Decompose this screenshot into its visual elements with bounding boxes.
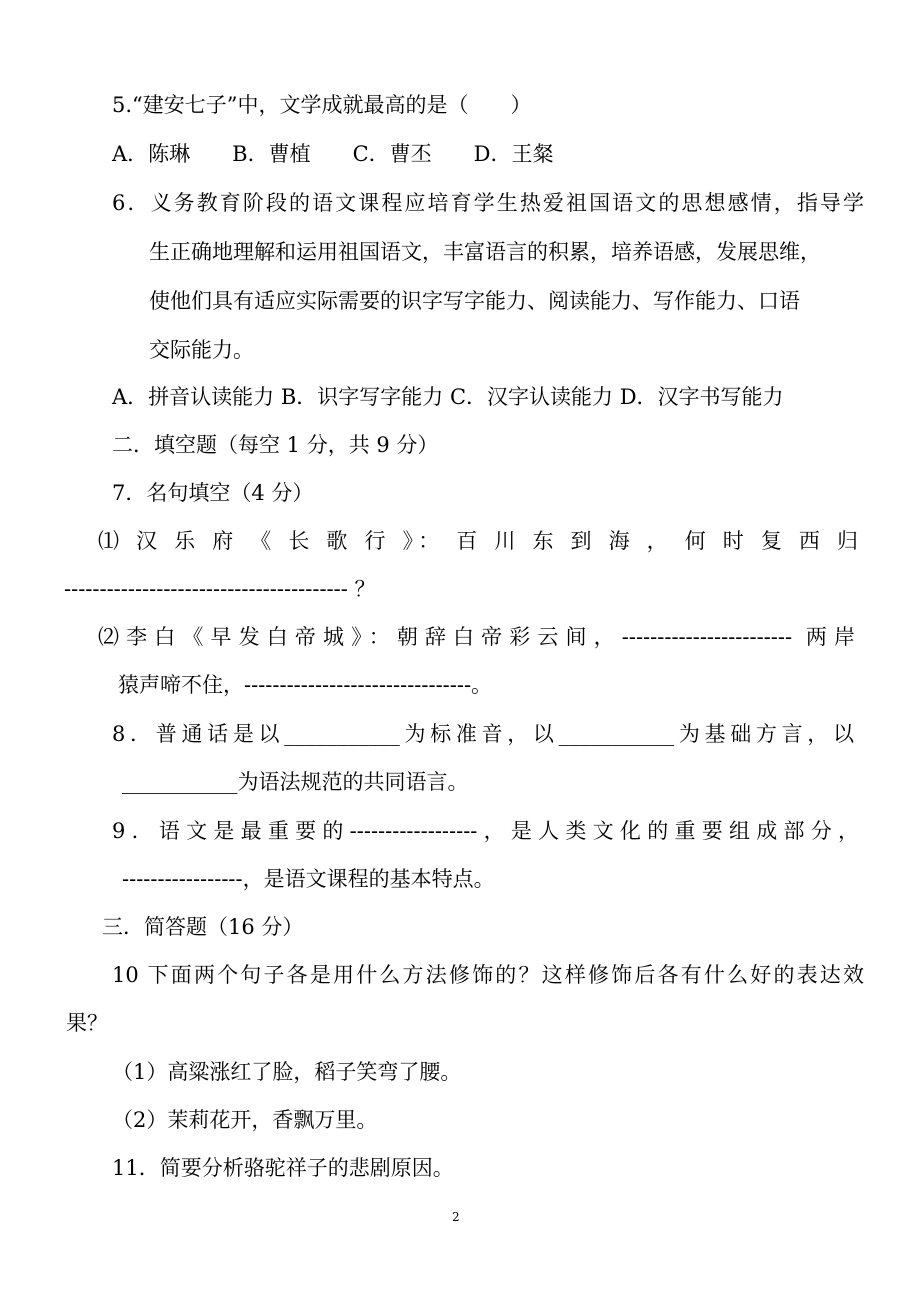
question-9-line-2: -----------------，是语文课程的基本特点。 bbox=[122, 867, 495, 891]
question-6-options: A．拼音认读能力 B．识字写字能力 C．汉字认读能力 D．汉字书写能力 bbox=[112, 385, 784, 409]
section-3-heading: 三．简答题（16 分） bbox=[102, 915, 304, 939]
question-7-item-2-line-2: 猿声啼不住，--------------------------------。 bbox=[118, 673, 493, 697]
question-8-line-2: ___________为语法规范的共同语言。 bbox=[122, 770, 469, 794]
question-6-line-3: 使他们具有适应实际需要的识字写字能力、阅读能力、写作能力、口语 bbox=[149, 289, 800, 313]
question-6-line-4: 交际能力。 bbox=[149, 338, 254, 362]
question-7-item-1-line-1: ⑴ 汉 乐 府 《 长 歌 行 》： 百 川 东 到 海 ， 何 时 复 西 归 bbox=[98, 529, 858, 553]
section-2-heading: 二．填空题（每空 1 分，共 9 分） bbox=[112, 433, 439, 457]
question-6-line-2: 生正确地理解和运用祖国语文，丰富语言的积累，培养语感，发展思维， bbox=[149, 240, 821, 264]
question-7-item-1-line-2: ---------------------------------------- ？ bbox=[64, 577, 376, 601]
question-5: 5.“建安七子”中，文学成就最高的是（ ） bbox=[112, 93, 532, 117]
question-10-sentence-2: （2）茉莉花开，香飘万里。 bbox=[112, 1108, 378, 1132]
question-5-options: A．陈琳 B．曹植 C．曹丕 D．王粲 bbox=[112, 142, 554, 166]
page-number: 2 bbox=[452, 1210, 460, 1224]
question-10-sentence-1: （1）高粱涨红了脸，稻子笑弯了腰。 bbox=[112, 1060, 462, 1084]
question-6-line-1: 6．义务教育阶段的语文课程应培育学生热爱祖国语文的思想感情，指导学 bbox=[112, 191, 864, 215]
question-9-line-1: 9．语文是最重要的------------------，是人类文化的重要组成部分， bbox=[112, 819, 859, 843]
question-11: 11．简要分析骆驼祥子的悲剧原因。 bbox=[112, 1156, 454, 1180]
question-10-line-2: 果？ bbox=[66, 1011, 108, 1035]
question-7-item-2-line-1: ⑵李白《早发白帝城》：朝辞白帝彩云间，------------------------ 两岸 bbox=[98, 625, 855, 649]
question-10-line-1: 10 下面两个句子各是用什么方法修饰的？这样修饰后各有什么好的表达效 bbox=[112, 963, 864, 987]
question-8-line-1: 8．普通话是以___________为标准音，以___________为基础方言，以 bbox=[112, 722, 854, 746]
question-7: 7．名句填空（4 分） bbox=[112, 481, 314, 505]
